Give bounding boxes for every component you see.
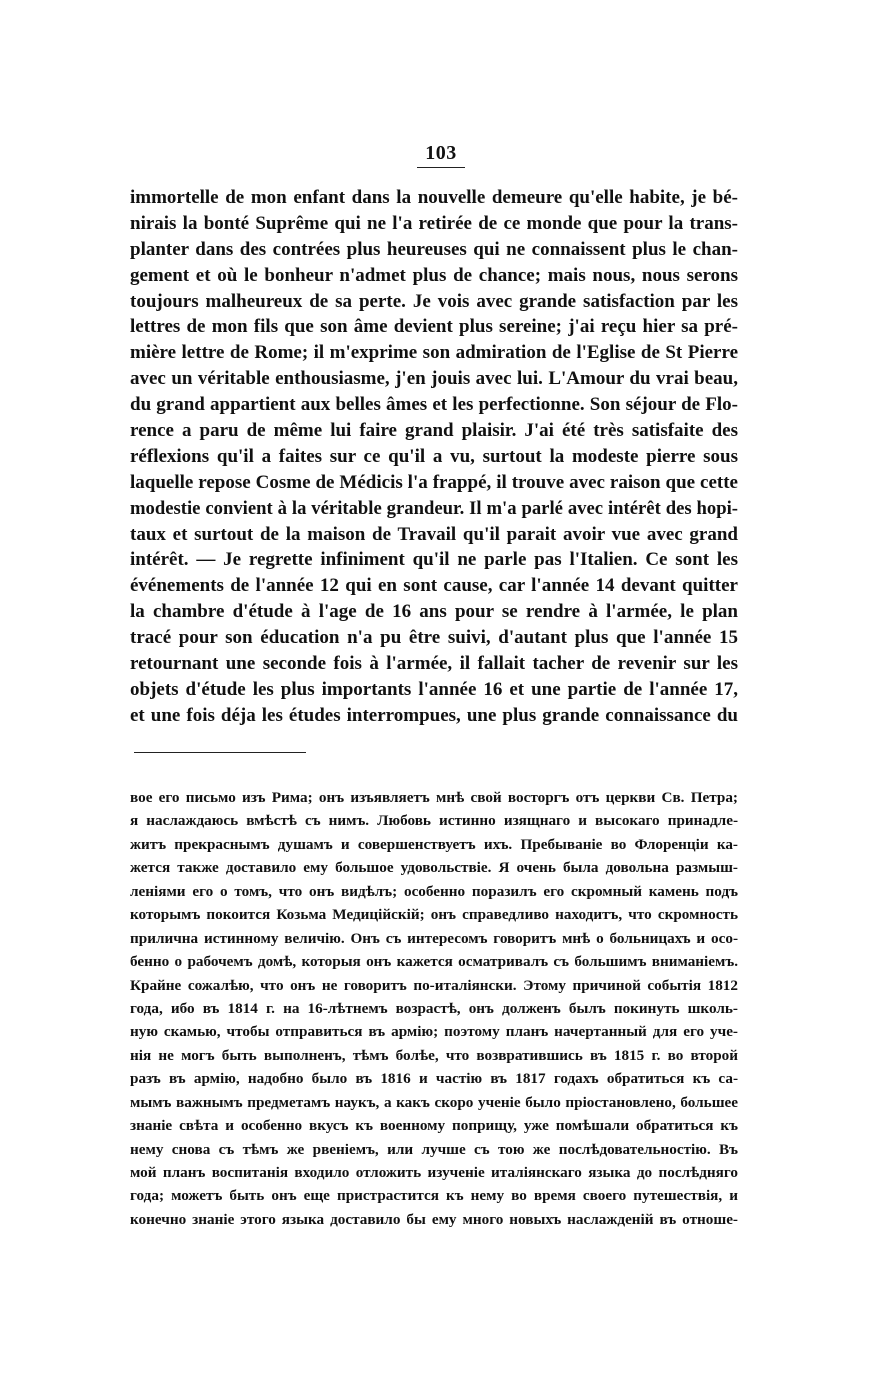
footnote-text-line: года; можетъ быть онъ еще пристрастится къ нему во время своего путешествія, и [130,1187,738,1205]
footnote-text-line: леніями его о томъ, что онъ видѣлъ; особенно поразилъ его скромный камень подъ [130,882,738,900]
main-text [130,185,738,729]
footnote-text-line: Крайне сожалѣю, что онъ не говоритъ по-италіянски. Этому причиной событія 1812 [130,976,738,994]
body-text-line: gement et où le bonheur n'admet plus de chance; mais nous, nous serons [130,264,738,286]
body-text-line: événements de l'année 12 qui en sont cause, car l'année 14 devant quitter [130,575,738,597]
footnote-text-line: мой планъ воспитанія входило отложить изученіе италіянскаго языка до послѣдняго [130,1164,738,1181]
body-text-line: intérêt. — Je regrette infiniment qu'il ne parle pas l'Italien. Ce sont les [130,549,738,571]
body-text-line: la chambre d'étude à l'age de 16 ans pour se rendre à l'armée, le plan [130,601,738,623]
footnote-text [130,786,738,1231]
body-text-line: modestie convient à la véritable grandeur. Il m'a parlé avec intérêt des hopi- [130,497,738,519]
body-text-line: retournant une seconde fois à l'armée, il fallait tacher de revenir sur les [130,653,738,675]
footnote-text-line: разъ въ армію, надобно было въ 1816 и частію въ 1817 годахъ обратиться къ са- [130,1070,738,1088]
body-text-line: objets d'étude les plus importants l'année 16 et une partie de l'année 17, [130,678,738,700]
footnote-text-line: года, ибо въ 1814 г. на 16-лѣтнемъ возрастѣ, онъ долженъ былъ покинуть школь- [130,999,738,1017]
footnote-text-line: которымъ покоится Козьма Медиційскій; онъ справедливо находитъ, что скромность [130,906,738,924]
footnote-text-line: мымъ важнымъ предметамъ наукъ, а какъ скоро ученіе было пріостановлено, большее [130,1093,738,1111]
body-text-line: du grand appartient aux belles âmes et les perfectionne. Son séjour de Flo- [130,394,738,416]
body-text-line: taux et surtout de la maison de Travail qu'il parait avoir vue avec grand [130,523,738,545]
body-text-line: toujours malheureux de sa perte. Je vois avec grande satisfaction par les [130,290,738,312]
footnote-text-line: ную скамью, чтобы отправиться въ армію; поэтому планъ начертанный для его уче- [130,1023,738,1041]
footnote-text-line: жется также доставило ему большое удовольствіе. Я очень была довольна размыш- [130,859,738,877]
footnote-text-line: нія не могъ быть выполненъ, тѣмъ болѣе, что возвратившись въ 1815 г. во второй [130,1046,738,1064]
footnote-text-line: знаніе свѣта и особенно вкусъ къ военному поприщу, уже помѣшали обратиться къ [130,1117,738,1135]
footnote-text-line: вое его письмо изъ Рима; онъ изъявляетъ мнѣ свой восторгъ отъ церкви Св. Петра; [130,789,738,806]
footnote-text-line: конечно знаніе этого языка доставило бы ему много новыхъ наслажденій въ отноше- [130,1210,738,1228]
footnote-divider [134,752,306,753]
body-text-line: planter dans des contrées plus heureuses qui ne connaissent plus le chan- [130,238,738,260]
footnote-text-line: прилична истинному величію. Онъ съ интересомъ говоритъ мнѣ о больницахъ и осо- [130,929,738,947]
body-text-line: lettres de mon fils que son âme devient plus sereine; j'ai reçu hier sa pré- [130,316,738,338]
footnote-text-line: нему снова съ тѣмъ же рвеніемъ, или лучше съ тою же послѣдовательностію. Въ [130,1140,738,1158]
body-text-line: mière lettre de Rome; il m'exprime son admiration de l'Eglise de St Pierre [130,342,738,364]
body-text-line: tracé pour son éducation n'a pu être suivi, d'autant plus que l'année 15 [130,627,738,649]
footnote-text-line: я наслаждаюсь вмѣстѣ съ нимъ. Любовь истинно изящнаго и высокаго принадле- [130,812,738,830]
body-text-line: avec un véritable enthousiasme, j'en jouis avec lui. L'Amour du vrai beau, [130,368,738,390]
footnote-text-line: житъ прекраснымъ душамъ и совершенствуетъ ихъ. Пребываніе во Флоренціи ка- [130,835,738,853]
footnote-text-line: бенно о рабочемъ домѣ, которыя онъ кажется осматривалъ съ большимъ вниманіемъ. [130,953,738,971]
body-text-line: rence a paru de même lui faire grand plaisir. J'ai été très satisfaite des [130,420,738,442]
body-text-line: et une fois déja les études interrompues, une plus grande connaissance du [130,704,738,726]
page-number [0,142,882,168]
body-text-line: réflexions qu'il a faites sur ce qu'il a vu, surtout la modeste pierre sous [130,445,738,467]
page-number-text: 103 [417,142,465,168]
body-text-line: immortelle de mon enfant dans la nouvelle demeure qu'elle habite, je bé- [130,187,738,208]
body-text-line: nirais la bonté Suprême qui ne l'a retirée de ce monde que pour la trans- [130,212,738,234]
body-text-line: laquelle repose Cosme de Médicis l'a frappé, il trouve avec raison que cette [130,471,738,493]
